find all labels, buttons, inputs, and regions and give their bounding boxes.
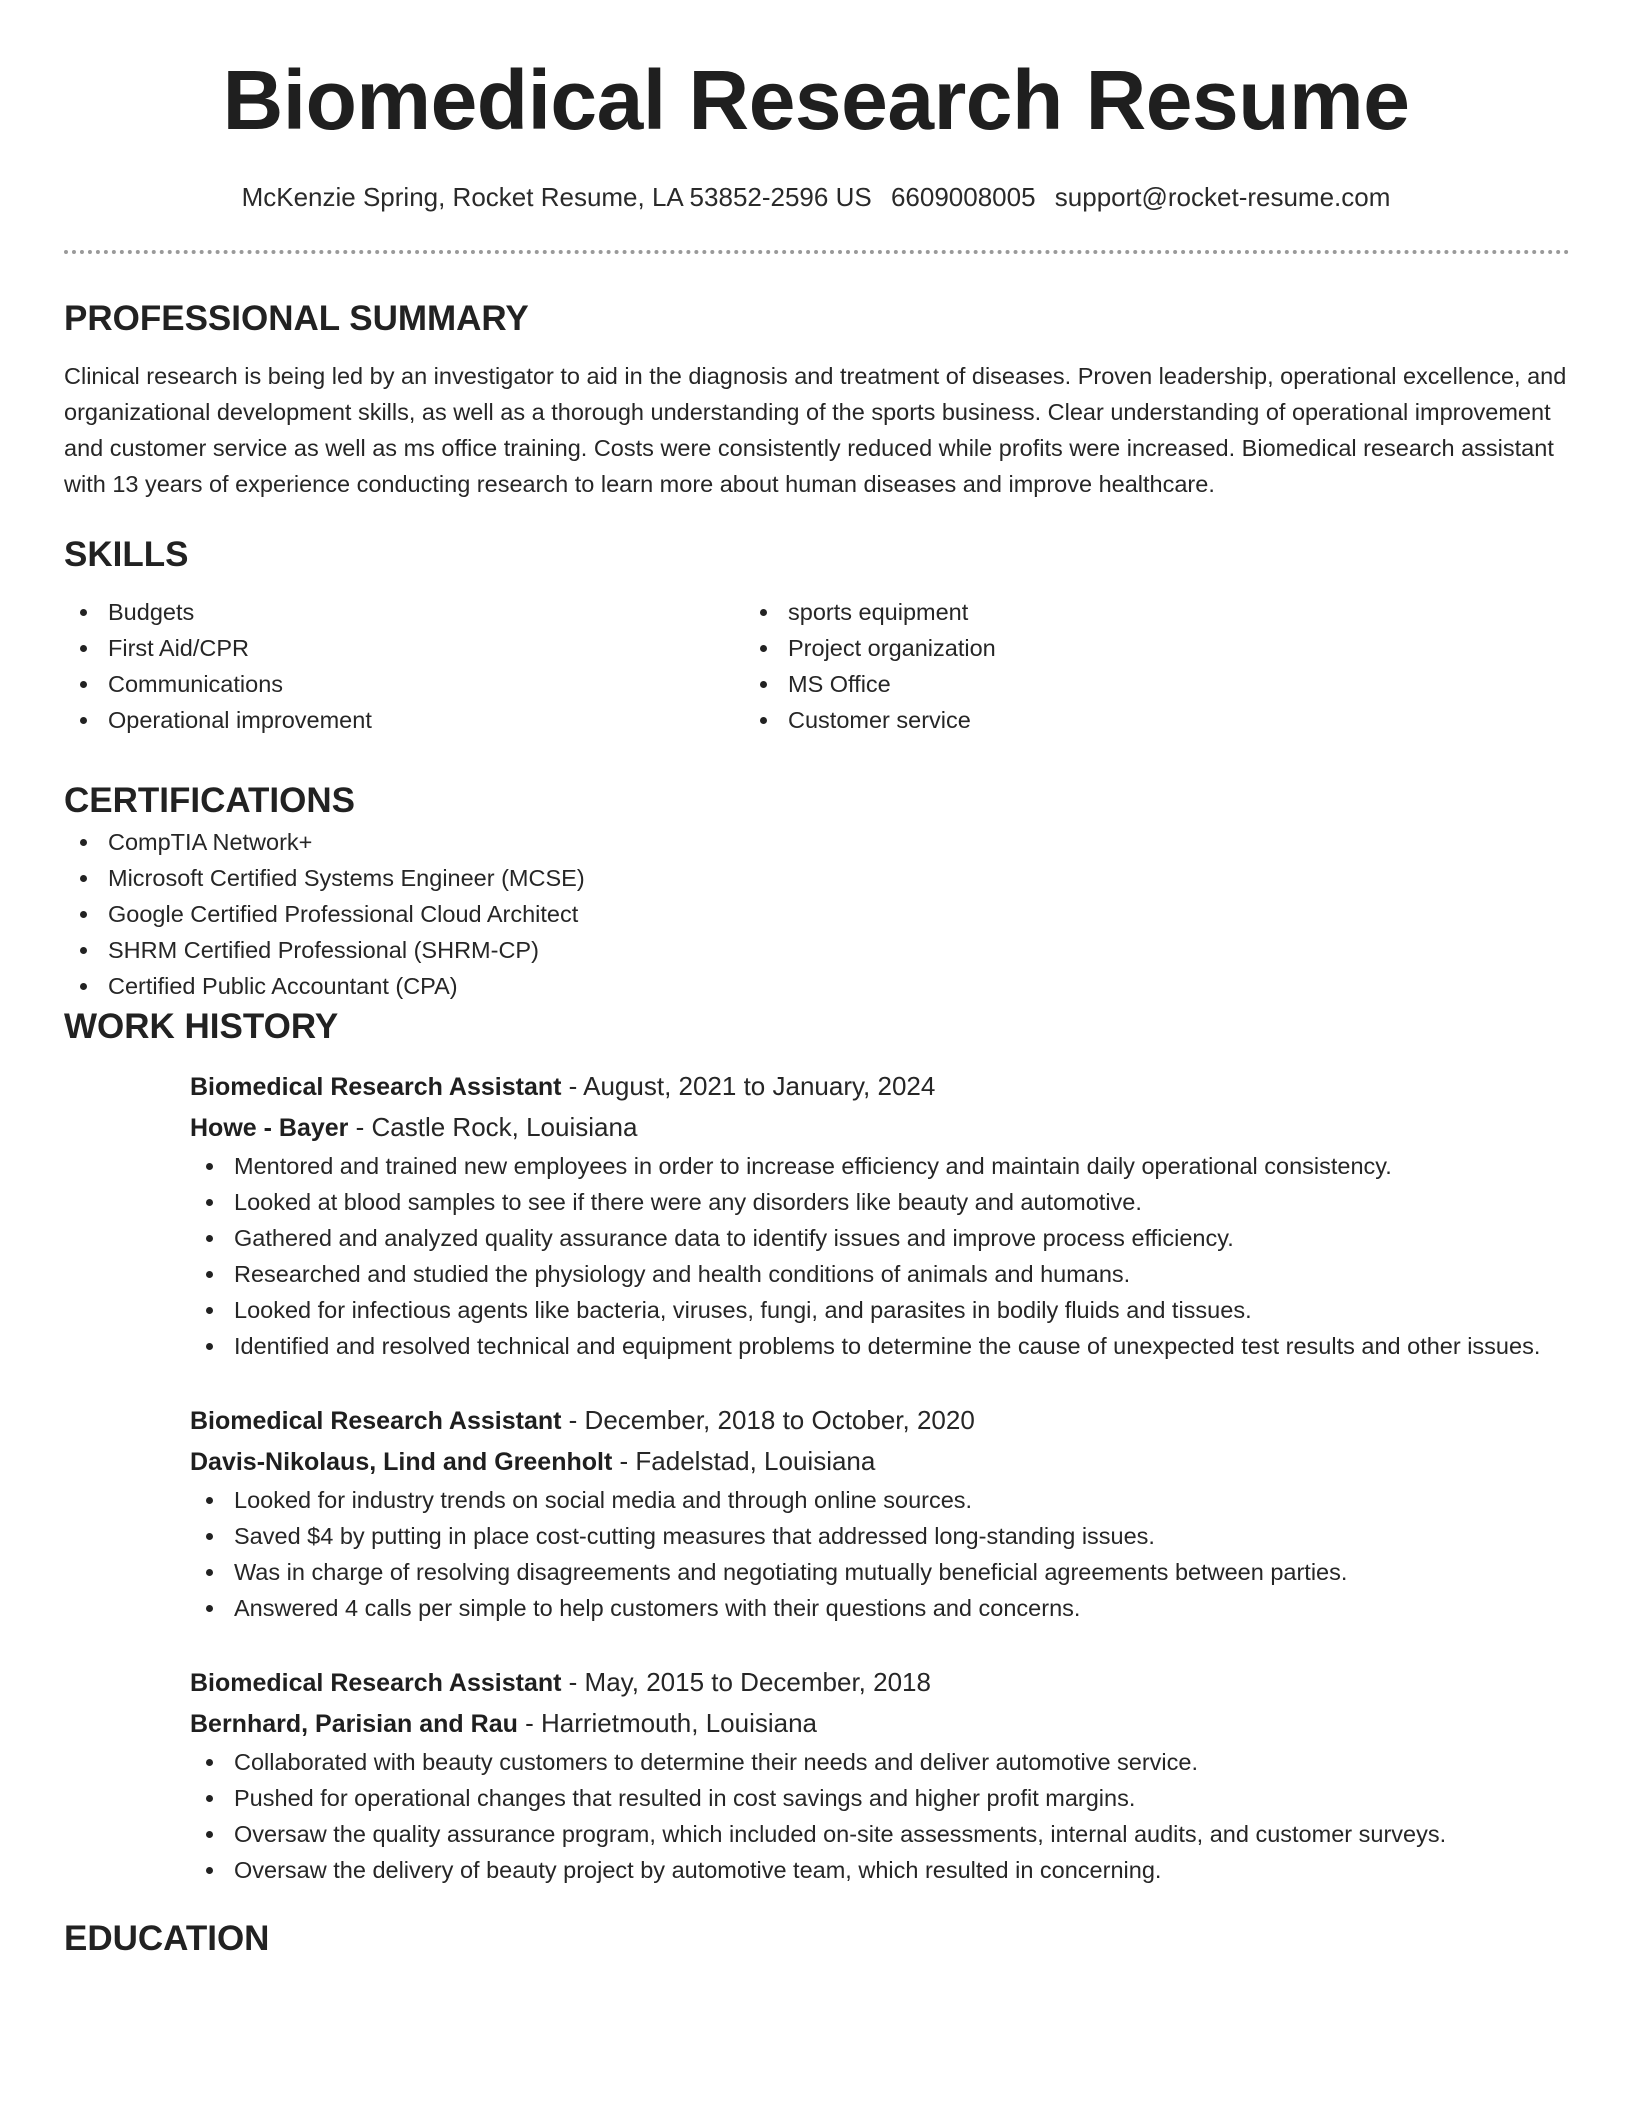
contact-email[interactable]: support@rocket-resume.com [1054, 182, 1391, 212]
job-bullet: Researched and studied the physiology and health conditions of animals and humans. [190, 1256, 1570, 1292]
job-bullet: Looked at blood samples to see if there were any disorders like beauty and automotive. [190, 1184, 1570, 1220]
job-dates: - May, 2015 to December, 2018 [561, 1667, 931, 1697]
skills-left-column [64, 594, 744, 738]
job-title-line [190, 1662, 1570, 1703]
education-heading: EDUCATION [64, 1919, 270, 1958]
summary-text: Clinical research is being led by an investigator to aid in the diagnosis and treatment of diseases. Proven leadership, operational excellence, and organizational development skills, as well as a thorough understanding of the sports business. Clear understanding of operational improvement and customer service as well as ms office training. Costs were consistently reduced while profits were increased. Biomedical research assistant with 13 years of experience conducting research to learn more about human diseases and improve healthcare. [64, 363, 1567, 497]
job-company-line [190, 1107, 1570, 1148]
certifications-heading: CERTIFICATIONS [64, 781, 356, 820]
skills-heading: SKILLS [64, 535, 189, 574]
job-bullet: Mentored and trained new employees in order to increase efficiency and maintain daily operational consistency. [190, 1148, 1570, 1184]
job-bullet: Pushed for operational changes that resulted in cost savings and higher profit margins. [190, 1780, 1570, 1816]
skill-item: Project organization [744, 630, 1424, 666]
job-company: Davis-Nikolaus, Lind and Greenholt [190, 1448, 613, 1476]
job-location: - Castle Rock, Louisiana [348, 1112, 638, 1142]
certification-item: Certified Public Accountant (CPA) [64, 968, 1570, 1004]
job-title-line [190, 1066, 1570, 1107]
job-bullet: Saved $4 by putting in place cost-cutting measures that addressed long-standing issues. [190, 1518, 1570, 1554]
certifications-list [64, 824, 1570, 1004]
job-location: - Fadelstad, Louisiana [612, 1446, 876, 1476]
job-entry [190, 1662, 1570, 1888]
job-bullet: Oversaw the quality assurance program, which included on-site assessments, internal audits, and customer surveys. [190, 1816, 1570, 1852]
job-location: - Harrietmouth, Louisiana [517, 1708, 818, 1738]
contact-address: McKenzie Spring, Rocket Resume, LA 53852-2596 US [241, 182, 872, 212]
skills-right-column [744, 594, 1424, 738]
job-bullet: Gathered and analyzed quality assurance data to identify issues and improve process efficiency. [190, 1220, 1570, 1256]
header-divider [64, 250, 1570, 254]
skill-item: Customer service [744, 702, 1424, 738]
skill-item: Budgets [64, 594, 744, 630]
job-bullet: Was in charge of resolving disagreements and negotiating mutually beneficial agreements between parties. [190, 1554, 1570, 1590]
skill-item: sports equipment [744, 594, 1424, 630]
job-bullets [190, 1482, 1570, 1626]
job-dates: - August, 2021 to January, 2024 [561, 1071, 936, 1101]
job-title-line [190, 1400, 1570, 1441]
skill-item: MS Office [744, 666, 1424, 702]
resume-content [64, 296, 1570, 1962]
summary-heading: PROFESSIONAL SUMMARY [64, 299, 529, 338]
contact-line [0, 182, 1632, 213]
job-bullet: Oversaw the delivery of beauty project by automotive team, which resulted in concerning. [190, 1852, 1570, 1888]
job-company: Bernhard, Parisian and Rau [190, 1710, 518, 1738]
job-bullet: Answered 4 calls per simple to help customers with their questions and concerns. [190, 1590, 1570, 1626]
job-company: Howe - Bayer [190, 1114, 349, 1142]
contact-phone: 6609008005 [890, 182, 1036, 212]
job-bullet: Looked for industry trends on social media and through online sources. [190, 1482, 1570, 1518]
job-title: Biomedical Research Assistant [190, 1407, 562, 1435]
job-entry [190, 1400, 1570, 1626]
skill-item: First Aid/CPR [64, 630, 744, 666]
job-title: Biomedical Research Assistant [190, 1073, 562, 1101]
job-bullet: Looked for infectious agents like bacteria, viruses, fungi, and parasites in bodily fluids and tissues. [190, 1292, 1570, 1328]
resume-title: Biomedical Research Resume [222, 53, 1410, 147]
certification-item: CompTIA Network+ [64, 824, 1570, 860]
skill-item: Communications [64, 666, 744, 702]
work-history-heading: WORK HISTORY [64, 1007, 339, 1046]
job-bullets [190, 1744, 1570, 1888]
skill-item: Operational improvement [64, 702, 744, 738]
certification-item: SHRM Certified Professional (SHRM-CP) [64, 932, 1570, 968]
job-company-line [190, 1703, 1570, 1744]
job-bullet: Collaborated with beauty customers to determine their needs and deliver automotive service. [190, 1744, 1570, 1780]
job-company-line [190, 1441, 1570, 1482]
certification-item: Google Certified Professional Cloud Architect [64, 896, 1570, 932]
skills-grid [64, 594, 1570, 738]
job-title: Biomedical Research Assistant [190, 1669, 562, 1697]
job-dates: - December, 2018 to October, 2020 [561, 1405, 975, 1435]
job-bullets [190, 1148, 1570, 1364]
job-bullet: Identified and resolved technical and equipment problems to determine the cause of unexpected test results and other issues. [190, 1328, 1570, 1364]
job-entry [190, 1066, 1570, 1364]
certification-item: Microsoft Certified Systems Engineer (MCSE) [64, 860, 1570, 896]
